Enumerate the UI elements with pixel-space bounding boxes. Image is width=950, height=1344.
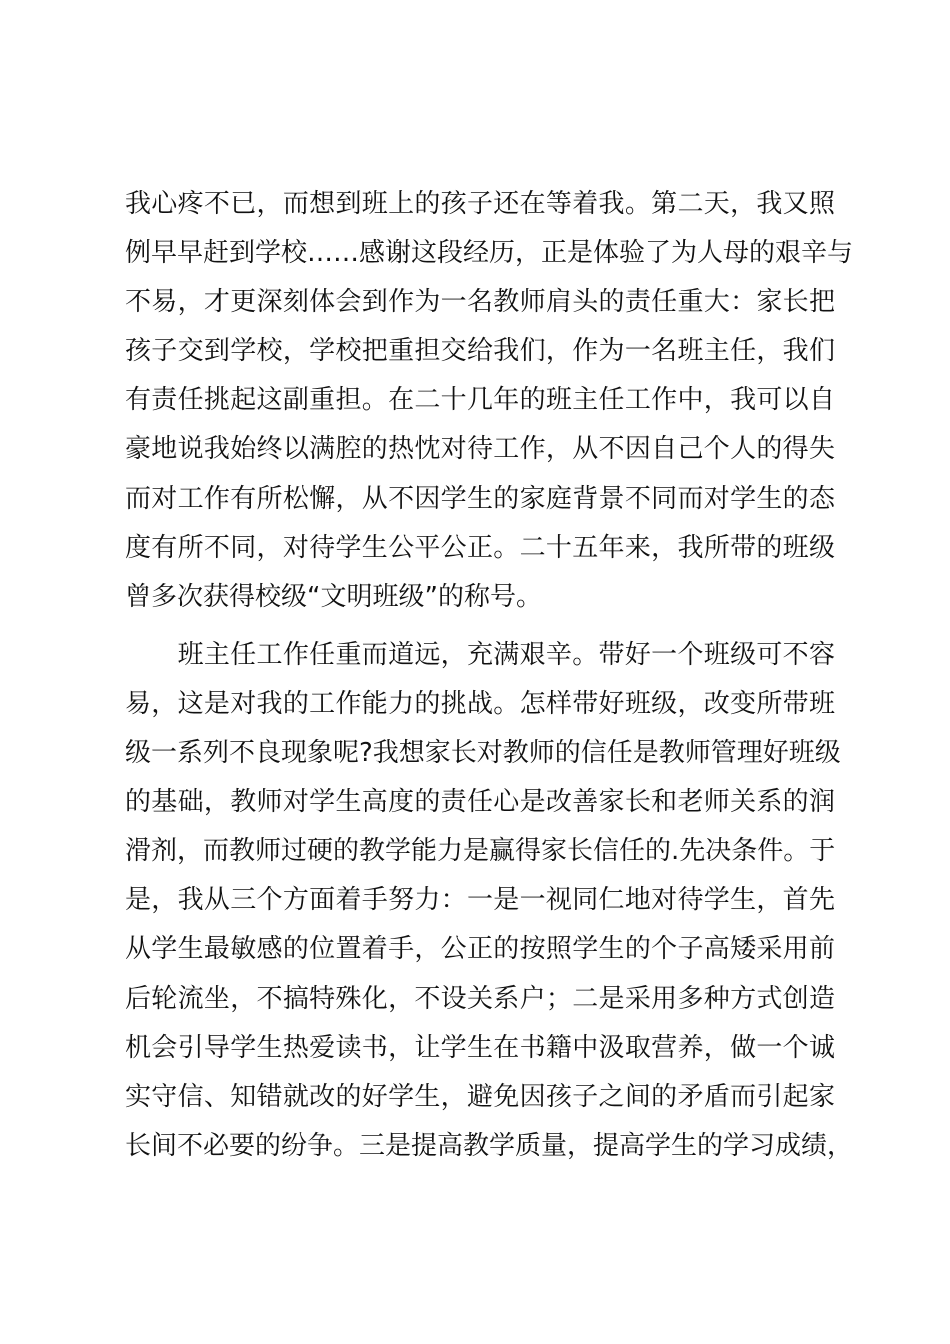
paragraph-2 xyxy=(125,631,854,1171)
text-line: 的基础，教师对学生高度的责任心是改善家长和老师关系的润 xyxy=(125,787,835,818)
text-line: 长间不必要的纷争。三是提高教学质量，提高学生的学习成绩， xyxy=(125,1130,854,1161)
text-line: 而对工作有所松懈，从不因学生的家庭背景不同而对学生的态 xyxy=(125,483,835,514)
text-line: 级一系列不良现象呢?我想家长对教师的信任是教师管理好班级 xyxy=(125,738,841,769)
text-line: 从学生最敏感的位置着手，公正的按照学生的个子高矮采用前 xyxy=(125,934,835,965)
text-line: 不易，才更深刻体会到作为一名教师肩头的责任重大：家长把 xyxy=(125,287,835,318)
text-line: 滑剂，而教师过硬的教学能力是赢得家长信任的.先决条件。于 xyxy=(125,836,836,867)
text-line: 孩子交到学校，学校把重担交给我们，作为一名班主任，我们 xyxy=(125,336,835,367)
body-text xyxy=(125,180,854,1171)
text-line: 班主任工作任重而道远，充满艰辛。带好一个班级可不容 xyxy=(125,639,835,670)
paragraph-gap xyxy=(125,622,835,631)
text-line: 曾多次获得校级“文明班级”的称号。 xyxy=(125,581,542,612)
paragraph-1 xyxy=(125,180,854,622)
text-line: 豪地说我始终以满腔的热忱对待工作，从不因自己个人的得失 xyxy=(125,434,835,465)
text-line: 实守信、知错就改的好学生，避免因孩子之间的矛盾而引起家 xyxy=(125,1081,835,1112)
text-line: 例早早赶到学校……感谢这段经历，正是体验了为人母的艰辛与 xyxy=(125,238,854,269)
text-line: 有责任挑起这副重担。在二十几年的班主任工作中，我可以自 xyxy=(125,385,835,416)
text-line: 易，这是对我的工作能力的挑战。怎样带好班级，改变所带班 xyxy=(125,688,835,719)
text-line: 我心疼不已，而想到班上的孩子还在等着我。第二天，我又照 xyxy=(125,189,835,219)
text-line: 机会引导学生热爱读书，让学生在书籍中汲取营养，做一个诚 xyxy=(125,1032,835,1063)
text-line: 度有所不同，对待学生公平公正。二十五年来，我所带的班级 xyxy=(125,532,835,563)
text-line: 是，我从三个方面着手努力：一是一视同仁地对待学生，首先 xyxy=(125,885,835,916)
text-line: 后轮流坐，不搞特殊化，不设关系户；二是采用多种方式创造 xyxy=(125,983,835,1014)
